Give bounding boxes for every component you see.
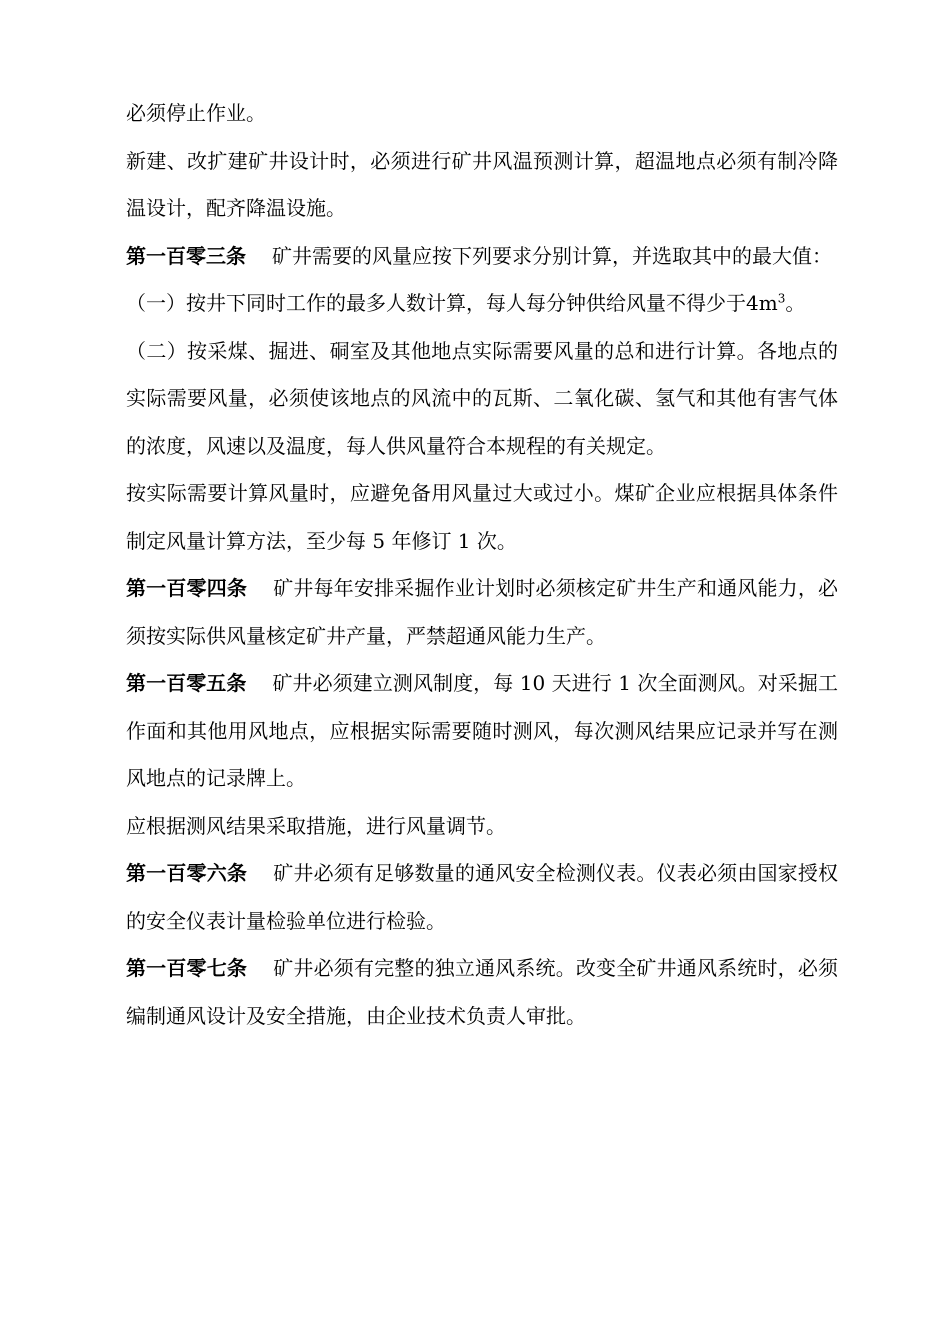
- article-paragraph: [126, 565, 838, 660]
- article-title: 第一百零四条: [126, 576, 248, 600]
- article-title: 第一百零五条: [126, 671, 247, 695]
- superscript: 3: [777, 291, 786, 306]
- document-page: [126, 90, 838, 1040]
- paragraph-tail: 。: [785, 291, 806, 315]
- paragraph: [126, 803, 838, 851]
- article-title: 第一百零七条: [126, 956, 248, 980]
- paragraph: [126, 280, 838, 328]
- article-paragraph: [126, 850, 838, 945]
- paragraph: [126, 470, 838, 565]
- paragraph-text: 矿井必须有足够数量的通风安全检测仪表。仪表必须由国家授权的安全仪表计量检验单位进行检验。: [126, 861, 839, 933]
- paragraph-text: 应根据测风结果采取措施，进行风量调节。: [126, 813, 506, 838]
- paragraph-text: （一）按井下同时工作的最多人数计算，每人每分钟供给风量不得少于4m: [126, 291, 778, 315]
- article-title: 第一百零三条: [126, 243, 246, 268]
- article-paragraph: [126, 233, 838, 281]
- article-paragraph: [126, 945, 838, 1040]
- paragraph: [126, 328, 838, 471]
- paragraph-text: 新建、改扩建矿井设计时，必须进行矿井风温预测计算，超温地点必须有制冷降温设计，配齐降温设施。: [126, 148, 838, 220]
- article-paragraph: [126, 660, 838, 803]
- paragraph-text: 矿井需要的风量应按下列要求分别计算，并选取其中的最大值：: [272, 243, 832, 268]
- paragraph-text: 必须停止作业。: [126, 101, 266, 125]
- article-title: 第一百零六条: [126, 861, 248, 885]
- paragraph-text: 矿井必须建立测风制度，每 10 天进行 1 次全面测风。对采掘工作面和其他用风地点，应根据实际需要随时测风，每次测风结果应记录并写在测风地点的记录牌上。: [126, 671, 839, 790]
- paragraph-text: 按实际需要计算风量时，应避免备用风量过大或过小。煤矿企业应根据具体条件制定风量计算方法，至少每 5 年修订 1 次。: [126, 481, 838, 553]
- paragraph: [126, 138, 838, 233]
- paragraph: [126, 90, 838, 138]
- paragraph-text: 矿井必须有完整的独立通风系统。改变全矿井通风系统时，必须编制通风设计及安全措施，由企业技术负责人审批。: [126, 956, 839, 1028]
- paragraph-text: 矿井每年安排采掘作业计划时必须核定矿井生产和通风能力，必须按实际供风量核定矿井产量，严禁超通风能力生产。: [126, 576, 839, 648]
- paragraph-text: （二）按采煤、掘进、硐室及其他地点实际需要风量的总和进行计算。各地点的实际需要风量，必须使该地点的风流中的瓦斯、二氧化碳、氢气和其他有害气体的浓度，风速以及温度，每人供风量符合本规程的有关规定。: [126, 338, 838, 458]
